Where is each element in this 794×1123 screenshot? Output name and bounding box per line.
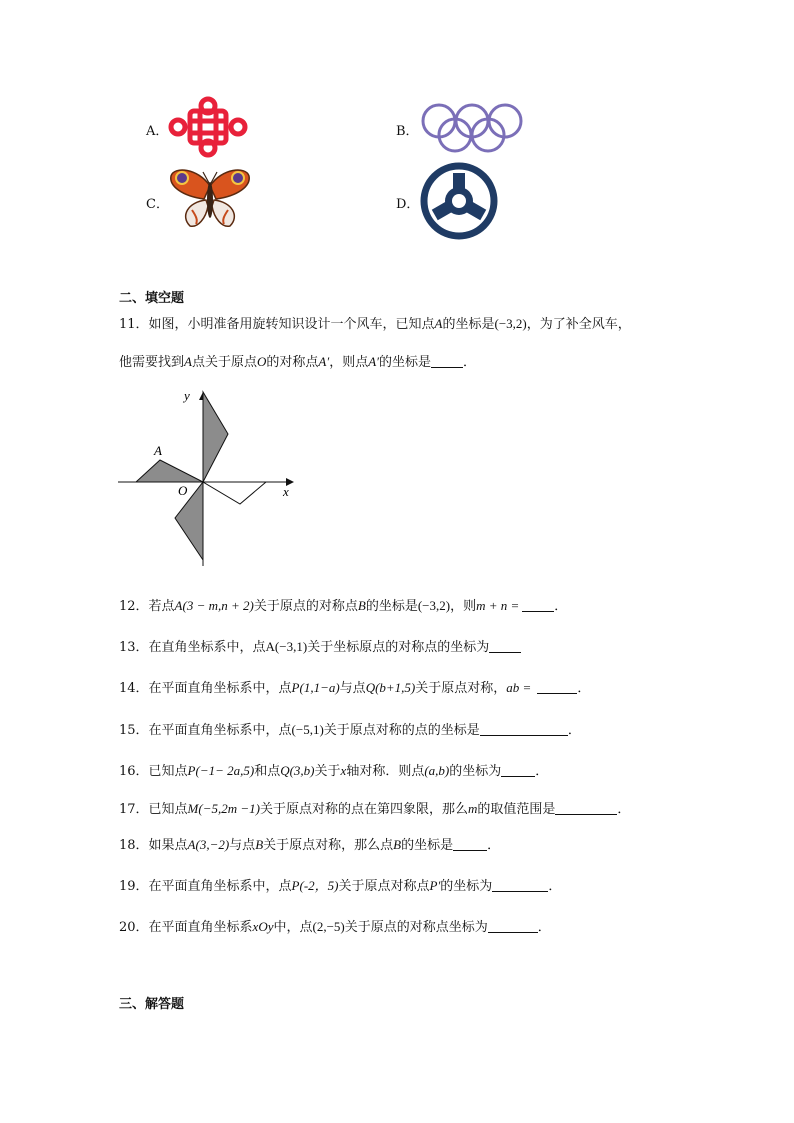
- q11-text: ，则点: [329, 355, 369, 370]
- q18-math: A(3,−2): [187, 837, 230, 852]
- q11-var: A′: [368, 354, 379, 369]
- q11-text: 他需要找到: [119, 355, 185, 370]
- q12-text: 的坐标是: [365, 599, 418, 614]
- answer-blank[interactable]: [522, 599, 554, 612]
- question-14: [119, 681, 590, 695]
- q12-math: (−3,2): [417, 598, 451, 613]
- q15-text: ．: [567, 723, 581, 738]
- q18-text: 18．如果点: [119, 838, 188, 853]
- q16-text: 轴对称．则点: [346, 764, 425, 779]
- butterfly-icon: [168, 166, 252, 230]
- question-11-line-1: [119, 317, 631, 331]
- q14-math: Q(b+1,5): [365, 680, 416, 695]
- q12-var: B: [357, 598, 366, 613]
- answer-blank[interactable]: [431, 355, 463, 368]
- q18-text: 与点: [229, 838, 256, 853]
- q12-text: ，则: [450, 599, 477, 614]
- section-title-fill-in: 二、填空题: [119, 291, 185, 306]
- option-b-label: B．: [396, 124, 419, 139]
- origin-label: O: [178, 483, 188, 498]
- blade-left: [136, 460, 203, 482]
- answer-blank[interactable]: [501, 764, 535, 777]
- q20-text: ．: [537, 920, 551, 935]
- q17-text: ．: [617, 802, 631, 817]
- q18-var: B: [255, 837, 264, 852]
- q11-text: 的坐标是: [379, 355, 432, 370]
- q16-text: 16．已知点: [119, 764, 188, 779]
- q11-text: ，为了补全风车，: [526, 317, 631, 332]
- q15-text: 关于原点对称的点的坐标是: [323, 723, 480, 738]
- q18-text: 的坐标是: [401, 838, 454, 853]
- point-a-label: A: [154, 443, 162, 458]
- q11-coordinate: (−3,2): [494, 316, 527, 331]
- q19-text: 19．在平面直角坐标系中，点: [119, 879, 292, 894]
- blade-upper: [203, 392, 228, 482]
- question-18: [119, 838, 500, 852]
- q11-var: A: [184, 354, 192, 369]
- blade-right-missing: [203, 482, 266, 504]
- windmill-figure: [118, 388, 302, 566]
- q20-text: 中，点: [273, 920, 313, 935]
- x-axis-label: x: [283, 484, 289, 499]
- answer-blank[interactable]: [492, 879, 548, 892]
- q16-text: 的坐标为: [449, 764, 502, 779]
- q12-math: m + n =: [476, 598, 520, 613]
- q19-text: 的坐标为: [440, 879, 493, 894]
- q11-var: A′: [318, 354, 330, 369]
- q16-math: (a,b): [424, 763, 450, 778]
- q16-math: P(−1− 2a,5): [187, 763, 255, 778]
- q13-math: A(−3,1): [265, 639, 308, 654]
- q20-math: xOy: [252, 919, 274, 934]
- q15-text: 15．在平面直角坐标系中，点: [119, 723, 292, 738]
- q12-text: 12．若点: [119, 599, 175, 614]
- q18-var: B: [393, 837, 402, 852]
- q11-text: ．: [463, 355, 477, 370]
- q12-text: 关于原点的对称点: [253, 599, 358, 614]
- q13-text: 关于坐标原点的对称点的坐标为: [307, 640, 490, 655]
- question-13: [119, 640, 521, 654]
- answer-blank[interactable]: [555, 802, 617, 815]
- answer-blank[interactable]: [537, 681, 577, 694]
- q17-text: 的取值范围是: [477, 802, 556, 817]
- q18-text: 关于原点对称，那么点: [263, 838, 394, 853]
- q19-text: 关于原点对称点: [338, 879, 430, 894]
- section-title-solutions: 三、解答题: [119, 997, 185, 1012]
- q20-text: 关于原点的对称点坐标为: [344, 920, 488, 935]
- q16-math: Q(3,b): [280, 763, 315, 778]
- q17-var: m: [467, 801, 478, 816]
- option-c-label: C．: [146, 197, 169, 212]
- q19-math: P(-2，5): [291, 878, 339, 893]
- option-a-label: A．: [146, 124, 169, 139]
- answer-blank[interactable]: [480, 723, 568, 736]
- q11-text: 11．如图，小明准备用旋转知识设计一个风车，已知点: [119, 317, 435, 332]
- q17-text: 关于原点对称的点在第四象限，那么: [259, 802, 468, 817]
- q16-text: 关于: [314, 764, 341, 779]
- q14-text: 14．在平面直角坐标系中，点: [119, 681, 292, 696]
- q14-text: 关于原点对称，: [415, 681, 507, 696]
- q13-text: 13．在直角坐标系中，点: [119, 640, 266, 655]
- circular-fan-symbol-icon: [420, 162, 498, 240]
- question-16: [119, 764, 548, 778]
- q12-math: A(3 − m,n + 2): [174, 598, 254, 613]
- option-d-label: D．: [396, 197, 420, 212]
- q20-text: 20．在平面直角坐标系: [119, 920, 253, 935]
- question-12: [119, 599, 567, 613]
- question-19: [119, 879, 561, 893]
- question-15: [119, 723, 581, 737]
- q16-var: x: [340, 763, 347, 778]
- answer-blank[interactable]: [489, 640, 521, 653]
- answer-blank[interactable]: [453, 838, 487, 851]
- q20-math: (2,−5): [312, 919, 345, 934]
- q11-var: O: [256, 354, 267, 369]
- q16-text: ．: [535, 764, 549, 779]
- chinese-knot-icon: [168, 96, 248, 158]
- answer-blank[interactable]: [488, 920, 538, 933]
- q11-text: 的坐标是: [442, 317, 495, 332]
- q16-text: 和点: [254, 764, 281, 779]
- q17-text: 17．已知点: [119, 802, 188, 817]
- olympic-rings-icon: [420, 102, 524, 154]
- q19-math: P′: [429, 878, 441, 893]
- q11-text: 的对称点: [266, 355, 319, 370]
- q14-text: ．: [577, 681, 591, 696]
- q14-math: P(1,1−a): [291, 680, 340, 695]
- question-17: [119, 802, 630, 816]
- question-20: [119, 920, 551, 934]
- q17-math: M(−5,2m −1): [187, 801, 260, 816]
- question-11-line-2: [119, 355, 476, 369]
- q14-math: ab =: [506, 680, 532, 695]
- q15-math: (−5,1): [291, 722, 324, 737]
- q11-text: 点关于原点: [191, 355, 257, 370]
- q18-text: ．: [487, 838, 501, 853]
- q11-var-a: A: [434, 316, 443, 331]
- y-axis-label: y: [184, 388, 190, 403]
- q14-text: 与点: [339, 681, 366, 696]
- q12-text: ．: [554, 599, 568, 614]
- q19-text: ．: [548, 879, 562, 894]
